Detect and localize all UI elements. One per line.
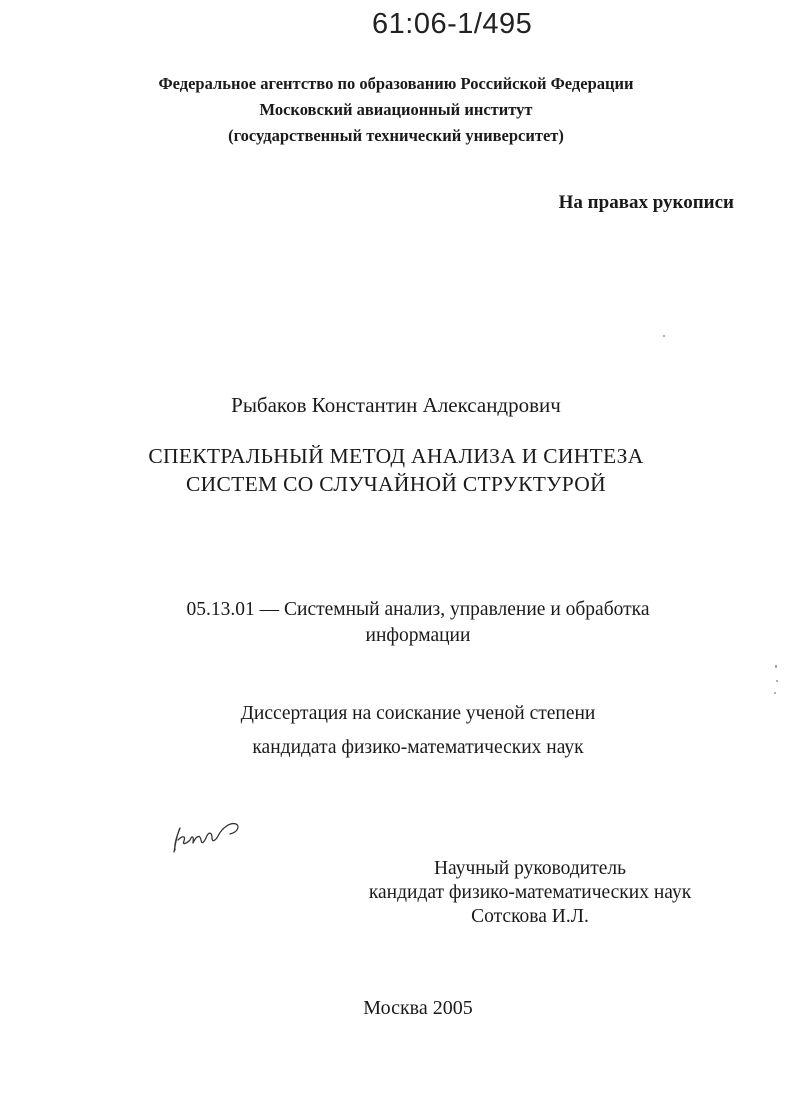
scan-speck xyxy=(663,335,665,337)
advisor-name: Сотскова И.Л. xyxy=(471,906,589,927)
degree-line-2: кандидата физико-математических наук xyxy=(252,737,584,758)
signature-scribble-icon xyxy=(168,810,248,860)
title-line-1: СПЕКТРАЛЬНЫЙ МЕТОД АНАЛИЗА И СИНТЕЗА xyxy=(148,444,644,468)
advisor-role: Научный руководитель xyxy=(433,858,627,879)
scan-speck xyxy=(776,680,778,682)
title-line-2: СИСТЕМ СО СЛУЧАЙНОЙ СТРУКТУРОЙ xyxy=(186,472,606,496)
specialty-block xyxy=(22,597,792,649)
scan-speck xyxy=(775,665,777,668)
specialty-line-1: 05.13.01 — Системный анализ, управление и обработка xyxy=(186,599,650,620)
organization-line-agency: Федеральное агентство по образованию Российской Федерации xyxy=(158,74,634,93)
advisor-degree: кандидат физико-математических наук xyxy=(368,882,692,903)
organization-line-university: (государственный технический университет) xyxy=(228,126,564,145)
degree-block xyxy=(22,697,792,765)
degree-line-1: Диссертация на соискание ученой степени xyxy=(240,703,596,724)
signature xyxy=(168,810,248,864)
author-name: Рыбаков Константин Александрович xyxy=(231,393,561,417)
advisor-block xyxy=(340,857,720,929)
organization-block xyxy=(0,71,792,149)
registration-number: 61:06-1/495 xyxy=(372,8,533,40)
place-year: Москва 2005 xyxy=(363,997,473,1019)
specialty-line-2: информации xyxy=(365,625,471,646)
organization-line-institute: Московский авиационный институт xyxy=(259,100,533,119)
scan-speck xyxy=(774,692,776,694)
rights-note: На правах рукописи xyxy=(558,192,734,213)
dissertation-title xyxy=(0,442,792,498)
